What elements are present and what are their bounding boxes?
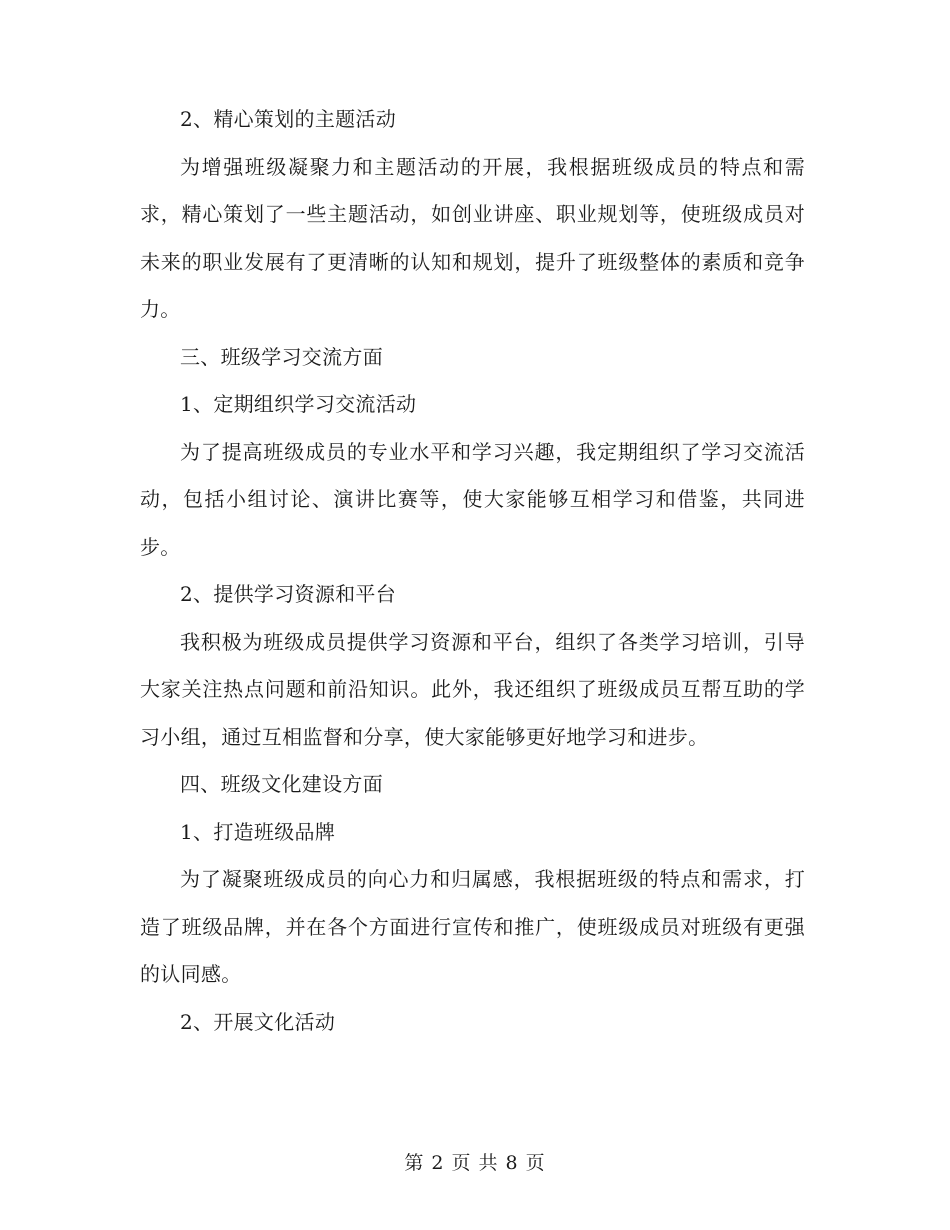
subheading-themed-activities: 2、精心策划的主题活动 [180, 107, 397, 131]
paragraph-class-brand: 为了凝聚班级成员的向心力和归属感，我根据班级的特点和需求，打造了班级品牌，并在各个方面进行宣传和推广，使班级成员对班级有更强的认同感。 [140, 867, 805, 986]
subheading-learning-resources: 2、提供学习资源和平台 [180, 582, 397, 606]
paragraph-regular-exchange: 为了提高班级成员的专业水平和学习兴趣，我定期组织了学习交流活动，包括小组讨论、演讲比赛等，使大家能够互相学习和借鉴，共同进步。 [140, 439, 805, 559]
paragraph-learning-resources: 我积极为班级成员提供学习资源和平台，组织了各类学习培训，引导大家关注热点问题和前沿知识。此外，我还组织了班级成员互帮互助的学习小组，通过互相监督和分享，使大家能够更好地学习和进步。 [140, 629, 805, 749]
subheading-regular-exchange: 1、定期组织学习交流活动 [180, 392, 417, 416]
section-heading-class-culture: 四、班级文化建设方面 [180, 772, 383, 796]
section-heading-study-exchange: 三、班级学习交流方面 [180, 344, 383, 369]
subheading-class-brand: 1、打造班级品牌 [180, 819, 336, 844]
paragraph-themed-activities: 为增强班级凝聚力和主题活动的开展，我根据班级成员的特点和需求，精心策划了一些主题活动，如创业讲座、职业规划等，使班级成员对未来的职业发展有了更清晰的认知和规划，提升了班级整体的素质和竞争力。 [140, 154, 805, 321]
document-body [140, 96, 805, 1046]
page-number-footer: 第 2 页 共 8 页 [404, 1152, 546, 1174]
subheading-cultural-activities: 2、开展文化活动 [180, 1009, 336, 1034]
